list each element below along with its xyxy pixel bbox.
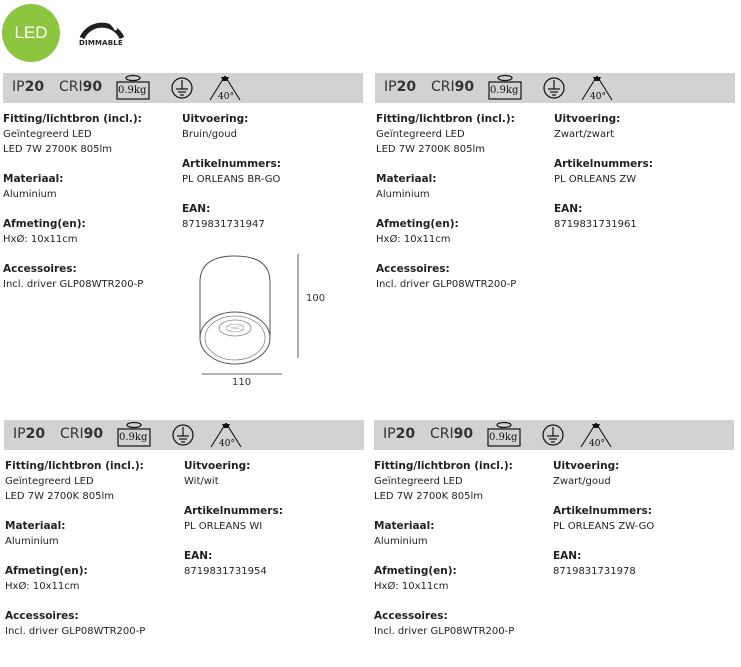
artikel-value: PL ORLEANS BR-GO [182,174,281,185]
spec-col-right [184,459,283,579]
ean-label: EAN: [554,203,583,215]
ground-icon [542,423,564,447]
afmeting-label: Afmeting(en): [374,565,457,577]
weight-value: 0.9kg [489,432,518,443]
afmeting-label: Afmeting(en): [3,218,86,230]
ip-rating: IP20 [13,426,46,442]
product-card-3 [4,420,364,645]
materiaal-label: Materiaal: [376,173,437,185]
spec-col-left [5,459,145,639]
product-outline [200,256,270,364]
accessoires-label: Accessoires: [5,610,79,622]
dimmable-label: DIMMABLE [79,39,123,47]
cri-rating: CRI90 [60,426,104,442]
accessoires-value: Incl. driver GLP08WTR200-P [374,626,515,637]
fitting-line-1: Geïntegreerd LED [374,476,463,487]
ean-label: EAN: [182,203,211,215]
ean-value: 8719831731961 [554,219,637,230]
accessoires-value: Incl. driver GLP08WTR200-P [3,279,144,290]
afmeting-value: HxØ: 10x11cm [376,234,451,245]
ground-icon [172,423,194,447]
beam-value: 40° [590,92,606,102]
weight-icon [115,74,151,100]
led-badge-text: LED [14,23,48,42]
beam-angle-icon [206,74,244,103]
spec-bar [3,73,363,103]
beam-value: 40° [219,439,235,449]
weight-icon [116,421,152,447]
accessoires-value: Incl. driver GLP08WTR200-P [376,279,517,290]
fitting-label: Fitting/lichtbron (incl.): [3,113,142,125]
uitvoering-value: Zwart/goud [553,476,611,487]
ip-rating: IP20 [383,426,416,442]
uitvoering-label: Uitvoering: [554,113,621,125]
accessoires-label: Accessoires: [3,263,77,275]
product-card-2 [375,73,735,298]
weight-icon [487,74,523,100]
spec-col-left [3,112,143,292]
uitvoering-label: Uitvoering: [182,113,249,125]
ean-value: 8719831731954 [184,566,267,577]
uitvoering-label: Uitvoering: [553,460,620,472]
cri-rating: CRI90 [431,79,475,95]
beam-angle-icon [578,74,616,103]
fitting-line-2: LED 7W 2700K 805lm [5,491,114,502]
weight-icon [486,421,522,447]
materiaal-label: Materiaal: [5,520,66,532]
materiaal-value: Aluminium [374,536,428,547]
cri-rating: CRI90 [430,426,474,442]
afmeting-value: HxØ: 10x11cm [3,234,78,245]
fitting-line-1: Geïntegreerd LED [3,129,92,140]
materiaal-label: Materiaal: [374,520,435,532]
materiaal-value: Aluminium [3,189,57,200]
ground-icon [171,76,193,100]
fitting-label: Fitting/lichtbron (incl.): [376,113,515,125]
product-card-4 [374,420,734,645]
width-dimension-label: 110 [232,377,252,388]
spec-col-left [374,459,514,639]
ean-value: 8719831731978 [553,566,636,577]
fitting-line-1: Geïntegreerd LED [376,129,465,140]
artikel-label: Artikelnummers: [554,158,653,170]
fitting-line-2: LED 7W 2700K 805lm [376,144,485,155]
artikel-value: PL ORLEANS ZW [554,174,637,185]
fitting-line-2: LED 7W 2700K 805lm [3,144,112,155]
materiaal-value: Aluminium [5,536,59,547]
fitting-label: Fitting/lichtbron (incl.): [374,460,513,472]
ean-label: EAN: [184,550,213,562]
weight-value: 0.9kg [490,85,519,96]
afmeting-value: HxØ: 10x11cm [5,581,80,592]
cri-rating: CRI90 [59,79,103,95]
spec-col-right [554,112,653,232]
spec-col-right [553,459,654,579]
artikel-value: PL ORLEANS ZW-GO [553,521,655,532]
ground-icon [543,76,565,100]
fitting-label: Fitting/lichtbron (incl.): [5,460,144,472]
ip-rating: IP20 [12,79,45,95]
ean-label: EAN: [553,550,582,562]
spec-col-left [376,112,516,292]
uitvoering-value: Zwart/zwart [554,129,615,140]
artikel-label: Artikelnummers: [553,505,652,517]
artikel-label: Artikelnummers: [182,158,281,170]
afmeting-value: HxØ: 10x11cm [374,581,449,592]
ean-value: 8719831731947 [182,219,265,230]
artikel-value: PL ORLEANS WI [184,521,263,532]
spec-bar [374,420,734,450]
height-dimension-label: 100 [306,293,326,304]
ip-rating: IP20 [384,79,417,95]
beam-value: 40° [218,92,234,102]
led-badge [2,4,60,62]
dimension-drawing [194,248,334,398]
artikel-label: Artikelnummers: [184,505,283,517]
materiaal-label: Materiaal: [3,173,64,185]
beam-value: 40° [589,439,605,449]
weight-value: 0.9kg [119,432,148,443]
beam-angle-icon [577,421,615,450]
spec-bar [4,420,364,450]
uitvoering-label: Uitvoering: [184,460,251,472]
uitvoering-value: Wit/wit [184,476,219,487]
weight-value: 0.9kg [118,85,147,96]
accessoires-label: Accessoires: [376,263,450,275]
afmeting-label: Afmeting(en): [5,565,88,577]
fitting-line-1: Geïntegreerd LED [5,476,94,487]
afmeting-label: Afmeting(en): [376,218,459,230]
accessoires-value: Incl. driver GLP08WTR200-P [5,626,146,637]
spec-bar [375,73,735,103]
materiaal-value: Aluminium [376,189,430,200]
fitting-line-2: LED 7W 2700K 805lm [374,491,483,502]
uitvoering-value: Bruin/goud [182,129,237,140]
spec-col-right [182,112,281,232]
accessoires-label: Accessoires: [374,610,448,622]
beam-angle-icon [207,421,245,450]
